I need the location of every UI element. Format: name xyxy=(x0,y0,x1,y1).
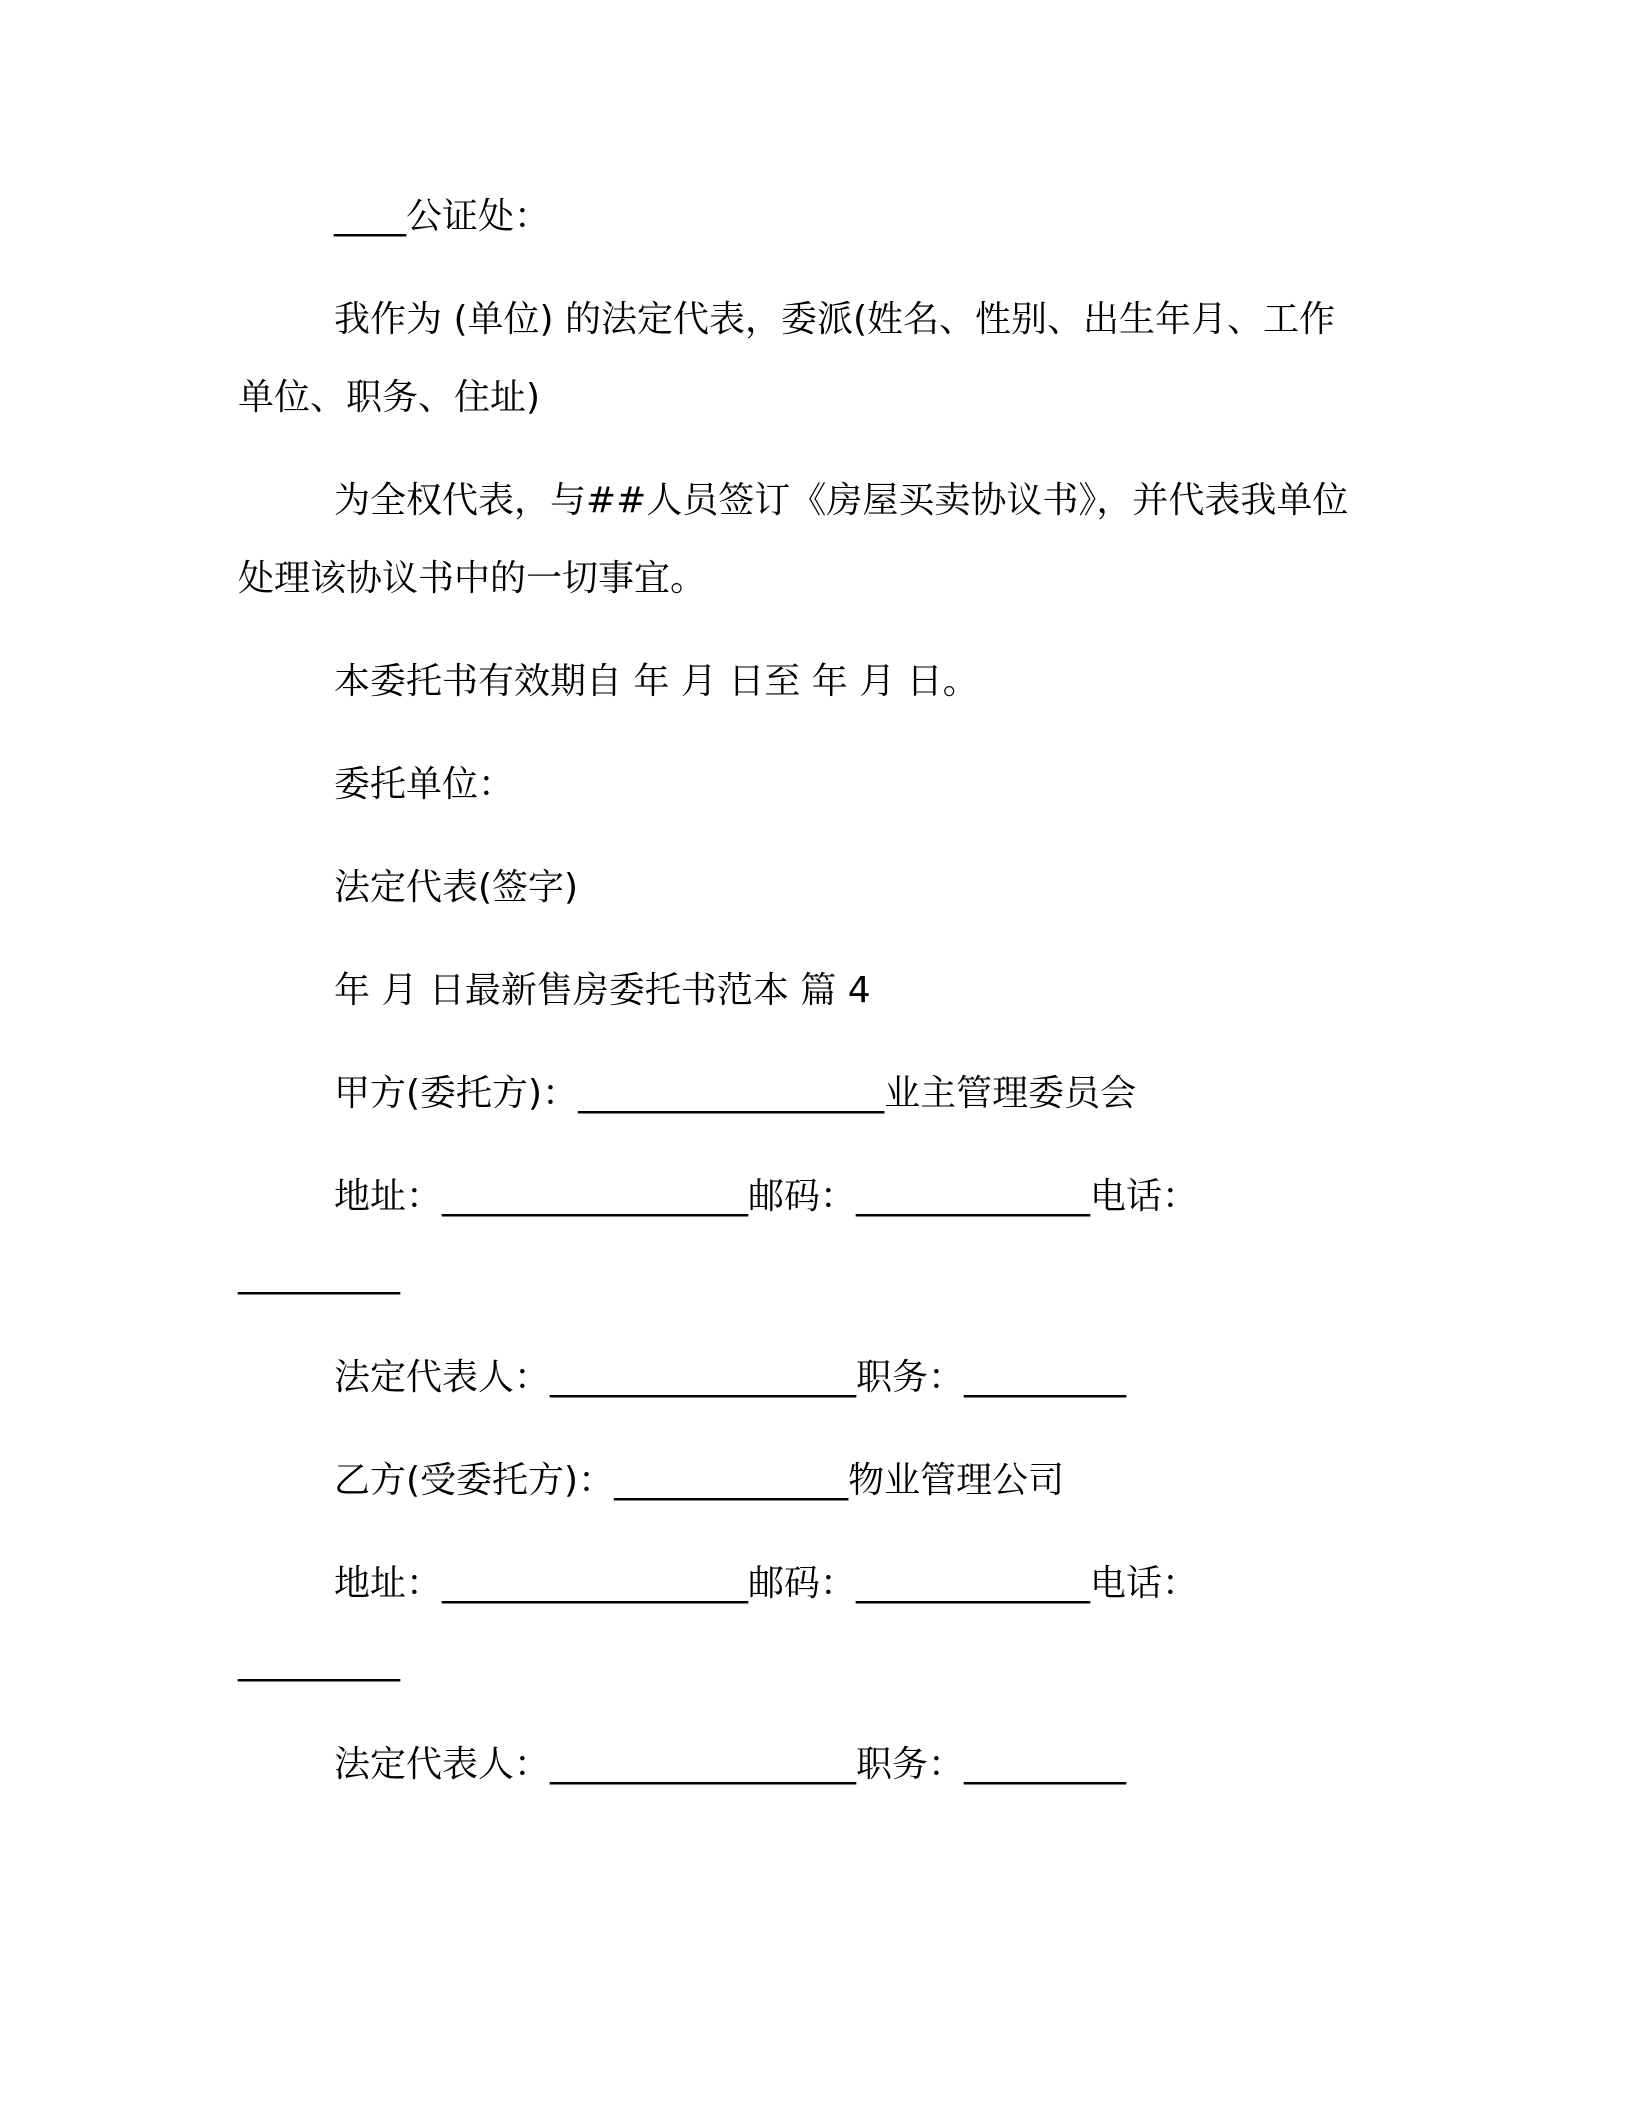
party-b-phone-blank: _________ xyxy=(238,1641,400,1682)
party-a-line: 甲方(委托方)：_________________业主管理委员会 xyxy=(334,1073,1137,1114)
paragraph-appointment-line2: 单位、职务、住址) xyxy=(238,377,541,418)
party-b-line: 乙方(受委托方)：_____________物业管理公司 xyxy=(334,1460,1065,1501)
party-b-legal-rep-line: 法定代表人：_________________职务：_________ xyxy=(334,1744,1127,1785)
party-a-phone-blank: _________ xyxy=(238,1254,400,1295)
validity-period: 本委托书有效期自 年 月 日至 年 月 日。 xyxy=(334,661,979,702)
legal-rep-signature-label: 法定代表(签字) xyxy=(334,867,579,908)
notary-office-salutation: ____公证处： xyxy=(334,196,551,237)
date-and-section-title: 年 月 日最新售房委托书范本 篇 4 xyxy=(334,970,871,1011)
party-a-address-line: 地址：_________________邮码：_____________电话： xyxy=(334,1176,1199,1217)
paragraph-appointment-line1: 我作为 (单位) 的法定代表，委派(姓名、性别、出生年月、工作 xyxy=(334,299,1336,340)
paragraph-authority-line2: 处理该协议书中的一切事宜。 xyxy=(238,558,707,599)
entrusting-unit-label: 委托单位： xyxy=(334,764,515,805)
party-a-legal-rep-line: 法定代表人：_________________职务：_________ xyxy=(334,1357,1127,1398)
party-b-address-line: 地址：_________________邮码：_____________电话： xyxy=(334,1563,1199,1604)
paragraph-authority-line1: 为全权代表，与##人员签订《房屋买卖协议书》，并代表我单位 xyxy=(334,480,1349,521)
